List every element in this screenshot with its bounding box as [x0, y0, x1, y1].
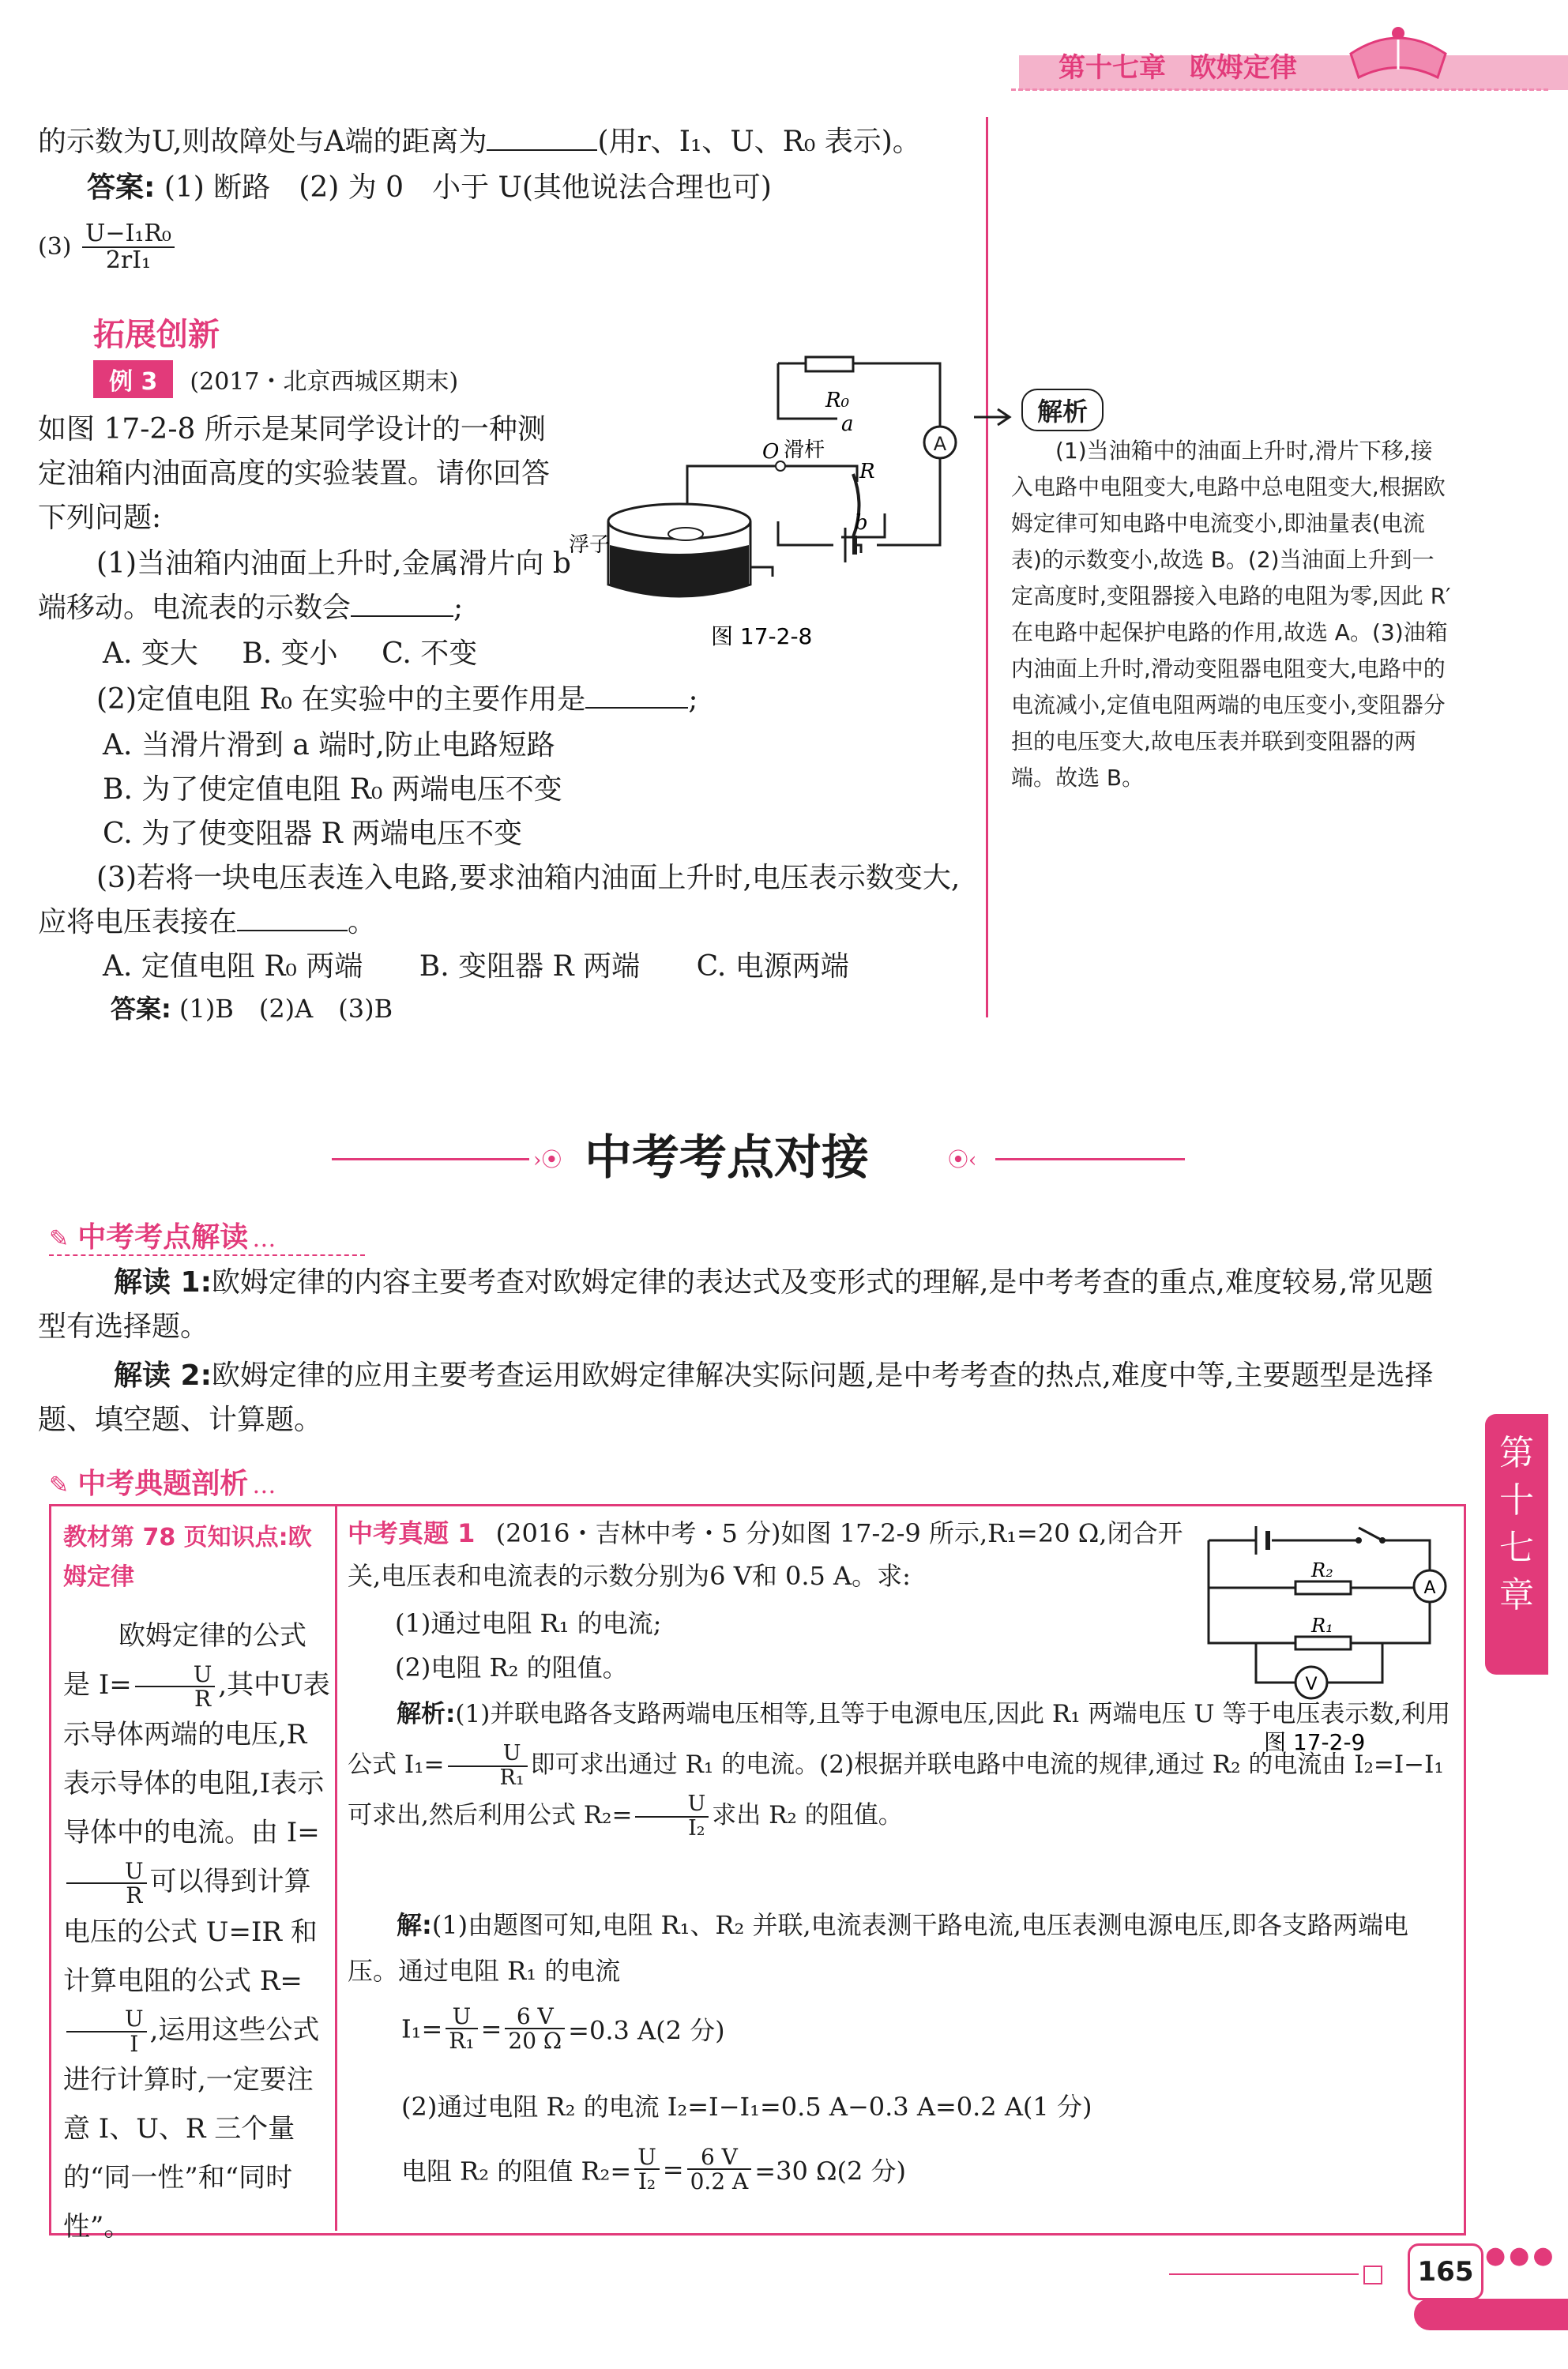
s1-lhs: I₁=: [401, 2014, 443, 2044]
ammeter-label: A: [933, 433, 947, 455]
example-intro: 如图 17-2-8 所示是某同学设计的一种测定油箱内油面高度的实验装置。请你回答下列问题:: [38, 413, 551, 534]
answer3-fraction: [82, 221, 175, 273]
exam-q1: (1)通过电阻 R₁ 的电流;: [395, 1608, 662, 1638]
q2-option-b: B. 为了使定值电阻 R₀ 两端电压不变: [103, 773, 562, 806]
analysis-formula-r2: R₂=: [583, 1801, 633, 1829]
analysis-frac2-den: I₂: [688, 1815, 705, 1841]
column-divider: [986, 117, 988, 1017]
chapter-side-tab: [1485, 1414, 1548, 1675]
frac1-num: U: [135, 1663, 216, 1687]
example-answer: [111, 989, 393, 1025]
chapter-label: 第十七章: [1058, 52, 1166, 84]
solution-label: 解:: [397, 1910, 432, 1940]
example-badge: 例 3: [93, 360, 173, 398]
answer-blank[interactable]: [487, 149, 597, 151]
exam-q2: (2)电阻 R₂ 的阻值。: [395, 1653, 628, 1683]
answer3-numerator: U−I₁R₀: [82, 221, 175, 248]
reading-2: [38, 1354, 1460, 1442]
reading1-text: 欧姆定律的内容主要考查对欧姆定律的表达式及变形式的理解,是中考考查的重点,难度较易,常见题型有选择题。: [38, 1266, 1434, 1343]
fig9-caption: 图 17-2-9: [1264, 1729, 1366, 1755]
textbook-title: 教材第 78 页知识点:欧姆定律: [63, 1524, 312, 1591]
q1-option-a: A. 变大: [103, 637, 198, 670]
analysis-frac1-den: R₁: [499, 1765, 525, 1790]
analysis-formula-i1: I₁=: [404, 1750, 445, 1779]
example-q2: (2)定值电阻 R₀ 在实验中的主要作用是 ;: [96, 683, 698, 716]
s1-frac2-den: 20 Ω: [508, 2028, 562, 2055]
reading1-label: 解读 1:: [114, 1266, 212, 1299]
exam-analysis-1c: 求出 R₂ 的阻值。: [712, 1801, 903, 1829]
prev-question-line1-end: (用r、I₁、U、R₀ 表示)。: [597, 126, 921, 158]
textbook-frac-3: [66, 2007, 147, 2055]
example-header: [93, 360, 458, 398]
reading-header-underline: [49, 1254, 365, 1256]
reading2-text: 欧姆定律的应用主要考查运用欧姆定律解决实际问题,是中考考查的热点,难度中等,主要题型是选择题、填空题、计算题。: [38, 1359, 1434, 1436]
exam-intro: 如图 17-2-9 所示,R₁=20 Ω,闭合开关,电压表和电流表的示数分别为6 V和 0.5 A。求:: [348, 1518, 1183, 1591]
answer-label: 答案:: [87, 171, 156, 204]
solution-step-2: (2)通过电阻 R₂ 的电流 I₂=I−I₁=0.5 A−0.3 A=0.2 A(1 分): [401, 2092, 1092, 2122]
analysis-text: (1)当油箱中的油面上升时,滑片下移,接入电路中电阻变大,电路中总电阻变大,根据欧姆定律可知电路中电流变小,即油量表(电流表)的示数变小,故选 B。(2)当油面上升到一定高度时,变阻器接入电路的电阻为零,因此 R′在电路中起保护电路的作用,故选 A。(3)油箱内油面上升时,滑动变阻器电阻变大,电路中的电流减小,定值电阻两端的电压变小,变阻器分担的电压变大,故电压表并联到变阻器的两端。故选 B。: [1011, 438, 1451, 791]
q2-text: (2)定值电阻 R₀ 在实验中的主要作用是: [96, 683, 586, 716]
fig9-r2-resistor: [1295, 1581, 1351, 1594]
textbook-frac-2: [66, 1859, 147, 1908]
fig8-float-label: 浮子: [569, 533, 611, 557]
footer-dots: ●●●: [1485, 2242, 1557, 2269]
exam-analysis-1b: 即可求出通过 R₁ 的电流。(2)根据并联电路中电流的规律,通过 R₂ 的电流由 I₂=I−I₁ 可求出,然后利用公式: [348, 1750, 1444, 1829]
analysis-frac-2: [635, 1793, 709, 1840]
pencil-icon-2: ✎: [49, 1472, 70, 1499]
reading-1: [38, 1261, 1460, 1349]
s3-frac1-den: I₂: [637, 2168, 656, 2195]
banner-title: 中考考点对接: [585, 1130, 869, 1186]
footer-bar: [1414, 2299, 1568, 2330]
q2-option-a: A. 当滑片滑到 a 端时,防止电路短路: [103, 729, 555, 761]
prev-answer: [87, 166, 956, 210]
footer-square-icon: [1363, 2266, 1382, 2284]
q1-option-c: C. 不变: [382, 637, 478, 670]
fig8-caption: 图 17-2-8: [711, 623, 813, 649]
fig9-r1-resistor: [1295, 1637, 1351, 1649]
reading-header: ✎ 中考考点解读 …: [49, 1221, 276, 1254]
fig8-b-label: b: [855, 511, 868, 535]
figure-17-2-9: [1193, 1517, 1461, 1785]
page-number: 165: [1408, 2243, 1483, 2300]
example-q1: (1)当油箱内油面上升时,金属滑片向 b 端移动。电流表的示数会 ;: [38, 547, 571, 624]
fig9-ammeter-label: A: [1423, 1578, 1436, 1598]
frac1-den: R: [194, 1686, 212, 1712]
prev-question: [38, 120, 970, 164]
s3-result: =30 Ω(2 分): [754, 2156, 907, 2187]
textbook-t1: 欧姆定律的公式是: [63, 1620, 306, 1701]
s1-frac-1: [446, 2005, 477, 2053]
fig8-o-label: O: [762, 440, 780, 464]
example-answer-label: 答案:: [111, 994, 171, 1024]
header-chapter: [1058, 46, 1297, 85]
q1-option-b: B. 变小: [242, 637, 338, 670]
fig9-r2-label: R₂: [1311, 1559, 1333, 1581]
textbook-t3: 可以得到计算电压的公式 U=IR 和计算电阻的公式: [63, 1866, 318, 1997]
chapter-title: 欧姆定律: [1189, 52, 1297, 84]
analysis-tag: [970, 389, 1104, 431]
textbook-formula-i2: I=: [286, 1817, 320, 1849]
s3-frac1-num: U: [634, 2145, 660, 2170]
fig8-r-label: R: [859, 460, 875, 483]
header-dashed-line: [1011, 88, 1548, 91]
solution-step-3: 电阻 R₂ 的阻值 R₂= $\frac{U}{\text{I₂}}$ = $\frac{6 V}{0.2 A}$ =30 Ω(2 分): [401, 2144, 907, 2195]
textbook-body: [63, 1611, 332, 2251]
textbook-frac-1: [135, 1660, 216, 1712]
s1-frac1-den: R₁: [449, 2028, 475, 2055]
example-answer-text: (1)B (2)A (3)B: [179, 994, 393, 1024]
example-q3: (3)若将一块电压表连入电路,要求油箱内油面上升时,电压表示数变大,应将电压表接在 。: [38, 862, 961, 938]
analysis-header-title: 中考典题剖析: [77, 1468, 249, 1500]
banner-arrows-right: ⦿‹: [948, 1149, 977, 1172]
answer3-denominator: 2rI₁: [105, 246, 152, 274]
analysis-header: ✎ 中考典题剖析 …: [49, 1468, 276, 1500]
q1-blank[interactable]: [351, 615, 453, 617]
fig9-voltmeter-label: V: [1305, 1675, 1318, 1694]
arrow-icon: [970, 405, 1017, 429]
example-source: (2017・北京西城区期末): [190, 368, 459, 396]
analysis-label: 解析: [1021, 389, 1104, 431]
s1-frac2-num: 6 V: [505, 2005, 565, 2029]
q2-option-c: C. 为了使变阻器 R 两端电压不变: [103, 818, 523, 850]
prev-answer-3: [38, 221, 178, 273]
frac2-den: R: [126, 1882, 143, 1909]
fig9-r1-label: R₁: [1311, 1615, 1333, 1637]
q1-text: (1)当油箱内油面上升时,金属滑片向 b 端移动。电流表的示数会: [38, 547, 571, 624]
answer3-prefix: (3): [38, 233, 72, 261]
s3-lhs: 电阻 R₂ 的阻值 R₂=: [401, 2156, 632, 2187]
fig8-a-label: a: [841, 412, 854, 436]
q3-option-b: B. 变阻器 R 两端: [419, 950, 641, 983]
textbook-t2: ,其中U表示导体两端的电压,R表示导体的电阻,I表示导体中的电流。由: [63, 1669, 330, 1849]
s1-frac-2: [505, 2005, 565, 2053]
q1-options: [103, 632, 477, 676]
exam-title: 中考真题 1: [348, 1518, 476, 1548]
s3-frac-1: [634, 2145, 660, 2194]
exam-solution-intro: [348, 1902, 1453, 1994]
analysis-frac2-num: U: [635, 1793, 709, 1817]
frac3-num: U: [66, 2007, 147, 2032]
banner-arrows-left: ›⦿: [533, 1149, 562, 1172]
solution-step-1: I₁= $\frac{U}{\text{R₁}}$ = $\frac{6 V}{20 \Omega}$ =0.3 A(2 分): [401, 2003, 725, 2055]
textbook-t4: ,运用这些公式进行计算时,一定要注意 I、U、R 三个量的“同一性”和“同时性”。: [63, 2014, 320, 2243]
banner-line-left: [332, 1158, 529, 1160]
side-tab-label: 第十七章: [1499, 1433, 1534, 1615]
solution-intro-text: (1)由题图可知,电阻 R₁、R₂ 并联,电流表测干路电流,电压表测电源电压,即各支路两端电压。通过电阻 R₁ 的电流: [348, 1910, 1409, 1986]
book-logo-icon: [1343, 22, 1453, 85]
q3-option-c: C. 电源两端: [696, 950, 849, 983]
exam-title-line: [348, 1512, 1201, 1597]
exam-analysis-label: 解析:: [397, 1700, 456, 1728]
frac2-num: U: [66, 1859, 147, 1884]
prev-question-line1: 的示数为U,则故障处与A端的距离为: [38, 126, 487, 158]
analysis-frac-1: [448, 1743, 528, 1789]
fig8-slider-label: 滑杆: [784, 438, 825, 462]
r0-resistor: [806, 357, 853, 371]
frac3-den: I: [130, 2030, 139, 2057]
reading-header-title: 中考考点解读: [77, 1221, 249, 1254]
exam-analysis-1: (1)并联电路各支路两端电压相等,且等于电源电压,因此 R₁ 两端电压 U 等于电压表示数,利用公式: [348, 1700, 1451, 1779]
q3-text: (3)若将一块电压表连入电路,要求油箱内油面上升时,电压表示数变大,应将电压表接在: [38, 862, 961, 938]
textbook-formula-r: R=: [259, 1965, 303, 1997]
s3-frac2-num: 6 V: [687, 2145, 752, 2170]
q3-blank[interactable]: [237, 930, 348, 931]
s1-frac1-num: U: [446, 2005, 477, 2029]
s1-result: =0.3 A(2 分): [568, 2015, 725, 2046]
footer-line: [1169, 2273, 1359, 2275]
analysis-frac1-num: U: [448, 1743, 528, 1766]
q3-option-a: A. 定值电阻 R₀ 两端: [103, 950, 363, 983]
q2-blank[interactable]: [585, 707, 688, 709]
banner-line-right: [995, 1158, 1185, 1160]
figure-17-2-8: [569, 348, 972, 656]
s3-frac-2: [687, 2145, 752, 2194]
reading2-label: 解读 2:: [114, 1359, 212, 1392]
section-title-expand: 拓展创新: [93, 317, 220, 353]
exam-source: (2016・吉林中考・5 分): [495, 1518, 781, 1548]
s3-frac2-den: 0.2 A: [690, 2168, 749, 2195]
textbook-formula-i: I=: [98, 1669, 132, 1701]
pencil-icon: ✎: [49, 1225, 70, 1253]
fig8-r0-label: R₀: [825, 389, 849, 412]
answer-text: (1) 断路 (2) 为 0 小于 U(其他说法合理也可): [164, 171, 772, 204]
q3-options: [103, 945, 849, 989]
exam-box-divider: [335, 1504, 337, 2231]
